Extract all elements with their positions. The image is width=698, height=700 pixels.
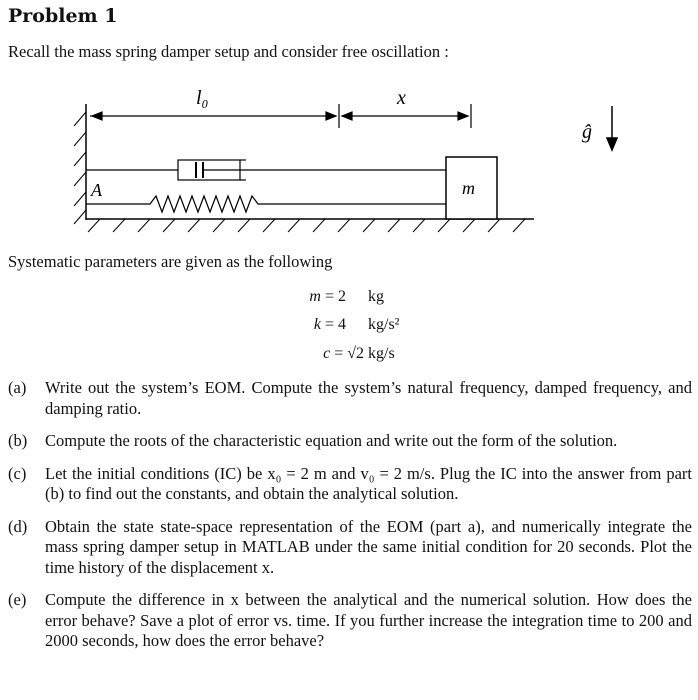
problem-text-a: Write out the system’s EOM. Compute the system’s natural frequency, damped frequency, and damping ratio. — [45, 378, 692, 418]
param-k — [260, 316, 400, 336]
param-m-unit: kg — [368, 288, 384, 305]
problem-item-d — [8, 517, 692, 579]
dimension-l0 — [90, 104, 339, 128]
spring — [86, 196, 446, 212]
problem-label-b: (b) — [8, 431, 28, 450]
problem-item-e — [8, 590, 692, 652]
problem-text-d: Obtain the state state-space representation of the EOM (part a), and numerically integrate the mass spring damper setup in MATLAB under the same initial condition for 20 seconds. Plot the time history of the displacement x. — [45, 516, 692, 577]
intro-text: Recall the mass spring damper setup and consider free oscillation : — [8, 42, 449, 61]
label-g: ĝ — [582, 121, 592, 143]
problem-text-e: Compute the difference in x between the analytical and the numerical solution. How does the error behave? Save a plot of error vs. time. If you further increase the integration time to 200 and 2000 seconds, how does the error behave? — [45, 590, 692, 650]
gravity-arrow-icon — [607, 106, 617, 150]
label-x: x — [397, 87, 406, 109]
param-c — [260, 345, 395, 365]
param-c-unit: kg/s — [368, 345, 395, 362]
problem-text-c: Let the initial conditions (IC) be x₀ = 2 m and v₀ = 2 m/s. Plug the IC into the answer from part (b) to find out the constants, and obtain the analytical solution. — [45, 463, 692, 503]
problem-item-c — [8, 464, 692, 505]
damper — [86, 160, 446, 180]
problem-item-a — [8, 378, 692, 419]
dimension-x — [342, 104, 471, 128]
problem-label-d: (d) — [8, 516, 28, 536]
param-c-symbol: c = √2 — [323, 345, 364, 362]
problem-label-c: (c) — [8, 463, 27, 483]
params-intro: Systematic parameters are given as the following — [8, 252, 333, 271]
problem-item-b — [8, 431, 692, 452]
wall-hatching — [74, 112, 86, 224]
param-m — [260, 288, 384, 308]
param-k-unit: kg/s² — [368, 316, 400, 333]
problem-label-e: (e) — [8, 590, 27, 609]
mass-spring-damper-diagram — [0, 78, 698, 238]
label-m: m — [462, 178, 475, 198]
ground-hatching — [88, 219, 525, 232]
problem-title: Problem 1 — [8, 5, 118, 27]
problem-list — [8, 378, 692, 664]
param-k-symbol: k = 4 — [313, 316, 346, 333]
label-a: A — [91, 180, 102, 200]
label-l0: l₀ — [196, 87, 209, 109]
problem-label-a: (a) — [8, 378, 27, 397]
param-m-symbol: m = 2 — [309, 288, 346, 305]
problem-text-b: Compute the roots of the characteristic equation and write out the form of the solution. — [45, 431, 618, 450]
